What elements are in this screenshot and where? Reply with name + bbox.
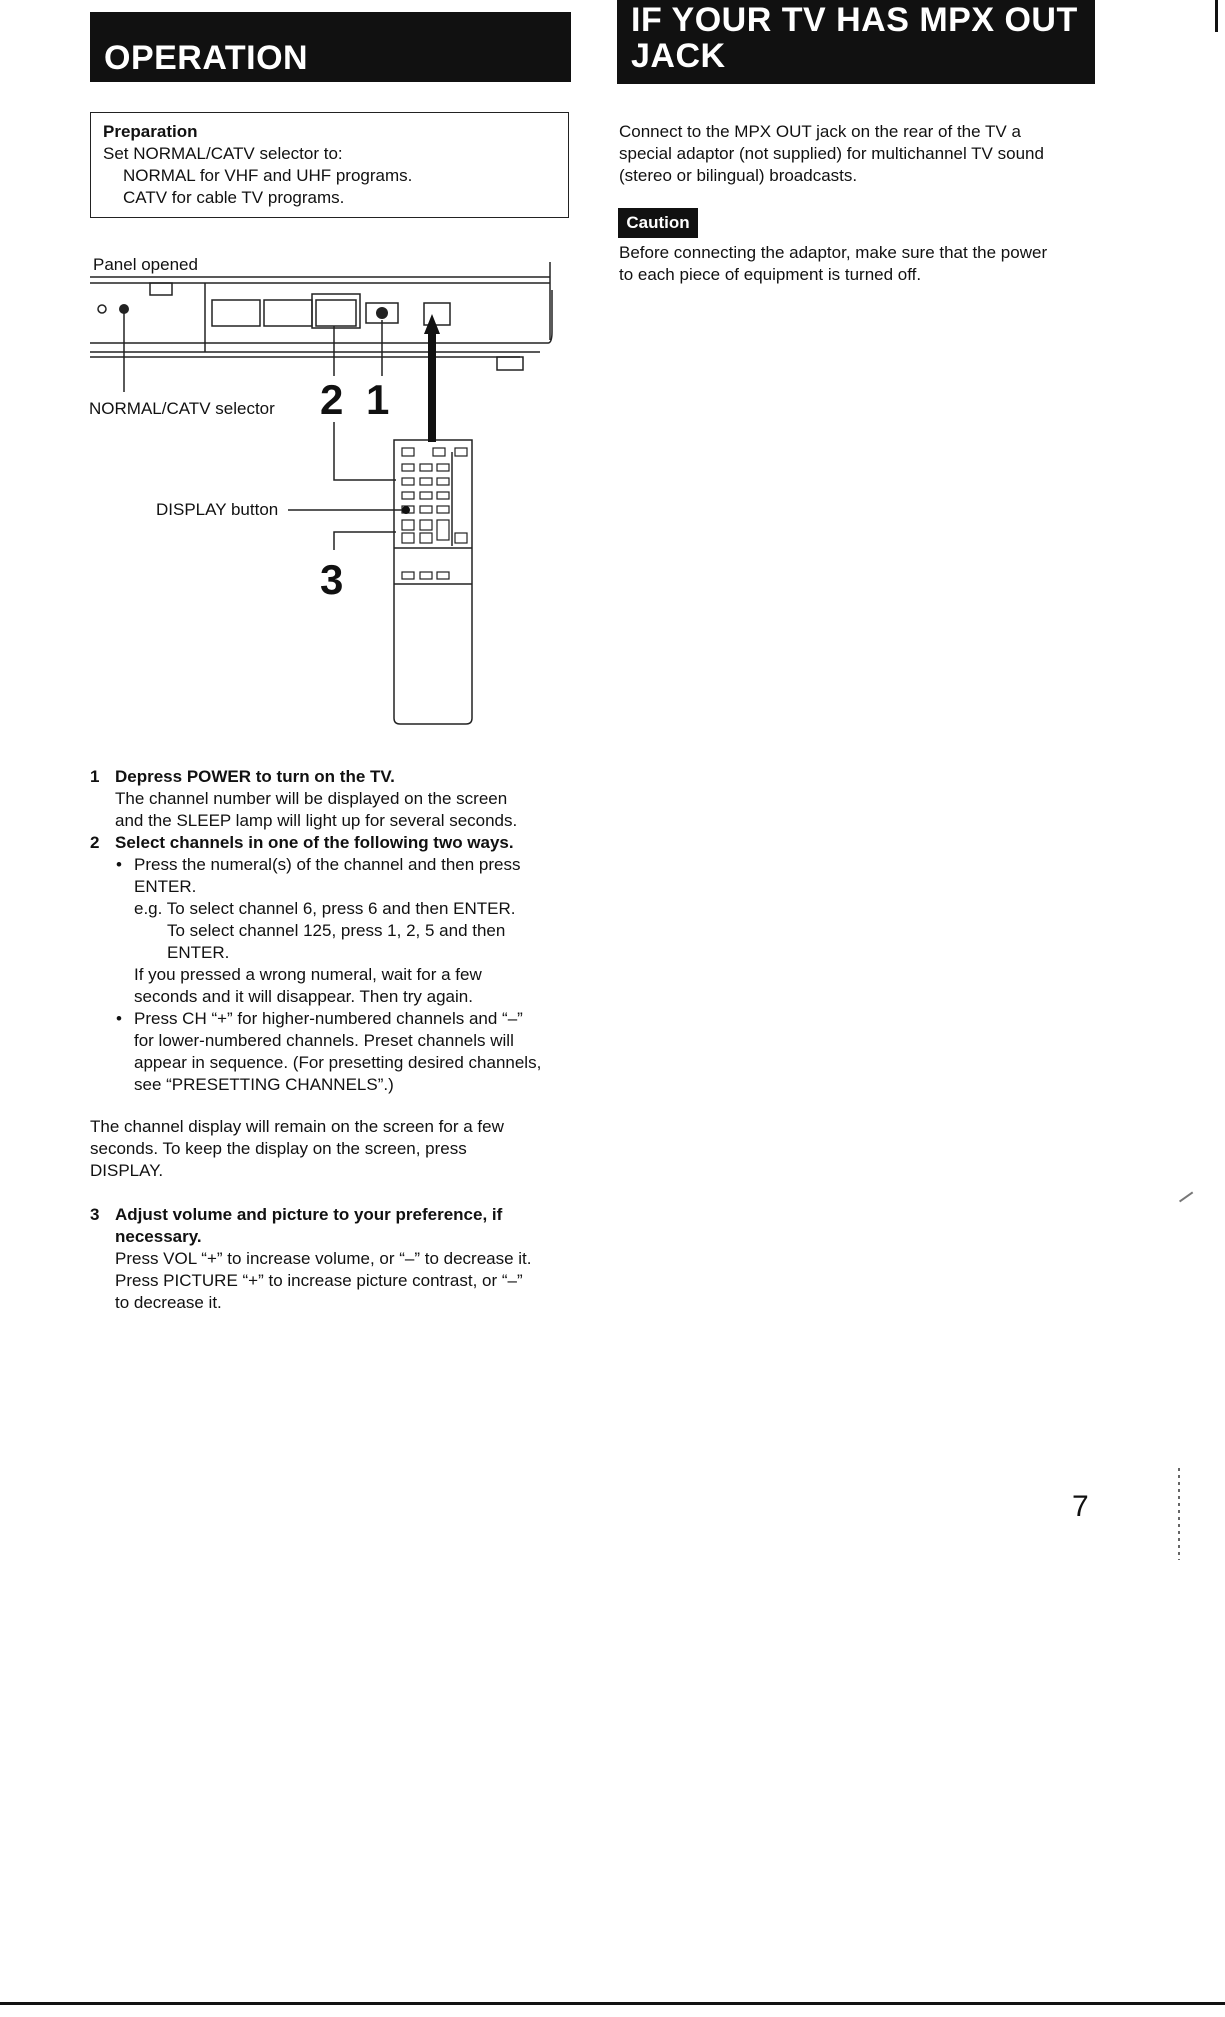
- step-2-example-3: ENTER.: [167, 943, 230, 962]
- step-2-bullet-2-line-4: see “PRESETTING CHANNELS”.): [134, 1075, 394, 1094]
- note-line-3: DISPLAY.: [90, 1161, 164, 1180]
- figure-callout-1: 1: [366, 376, 390, 423]
- step-1-title: Depress POWER to turn on the TV.: [115, 767, 395, 786]
- caution-paragraph: [619, 242, 1089, 286]
- margin-dots: [1178, 1468, 1180, 1560]
- section-title-mpx: [631, 2, 1078, 74]
- section-title-mpx-line2: JACK: [631, 37, 726, 75]
- step-2-example-1: e.g. To select channel 6, press 6 and then ENTER.: [134, 899, 516, 918]
- step-2-wrong-1: If you pressed a wrong numeral, wait for a few: [134, 965, 482, 984]
- figure-label-selector: NORMAL/CATV selector: [89, 399, 275, 418]
- step-2-title: Select channels in one of the following two ways.: [115, 833, 514, 852]
- step-1-number: 1: [90, 767, 100, 786]
- step-2-bullet-1-line-1: Press the numeral(s) of the channel and then press: [134, 855, 521, 874]
- preparation-line-3: CATV for cable TV programs.: [123, 188, 345, 207]
- preparation-line-1: Set NORMAL/CATV selector to:: [103, 144, 343, 163]
- figure-label-display: DISPLAY button: [156, 500, 279, 519]
- caution-badge: Caution: [618, 208, 698, 238]
- step-2-bullet-2-line-2: for lower-numbered channels. Preset channels will: [134, 1031, 514, 1050]
- caution-line-2: to each piece of equipment is turned off.: [619, 265, 922, 284]
- note-line-1: The channel display will remain on the screen for a few: [90, 1117, 504, 1136]
- preparation-title: Preparation: [103, 122, 198, 141]
- step-1-body-1: The channel number will be displayed on the screen: [115, 789, 508, 808]
- step-1-body-2: and the SLEEP lamp will light up for several seconds.: [115, 811, 518, 830]
- step-2-bullet-2-line-1: Press CH “+” for higher-numbered channels and “–”: [134, 1009, 523, 1028]
- step-3-title-1: Adjust volume and picture to your preference, if: [115, 1205, 503, 1224]
- caution-line-1: Before connecting the adaptor, make sure that the power: [619, 243, 1048, 262]
- margin-mark: [1179, 1192, 1193, 1202]
- step-3-number: 3: [90, 1205, 100, 1224]
- step-3-body-3: to decrease it.: [115, 1293, 222, 1312]
- page-number: 7: [1072, 1490, 1089, 1523]
- step-2-wrong-2: seconds and it will disappear. Then try again.: [134, 987, 473, 1006]
- step-2-bullet-1-line-2: ENTER.: [134, 877, 197, 896]
- bullet-2: •: [116, 1009, 122, 1028]
- figure-callout-3: 3: [320, 556, 344, 603]
- tv-remote-illustration: [0, 0, 600, 740]
- page-bottom-rule: [0, 2002, 1225, 2005]
- step-3-title-2: necessary.: [115, 1227, 202, 1246]
- section-title-operation: OPERATION: [104, 39, 309, 77]
- note-line-2: seconds. To keep the display on the screen, press: [90, 1139, 467, 1158]
- page-edge-mark: [1215, 0, 1218, 32]
- mpx-line-2: special adaptor (not supplied) for multichannel TV sound: [619, 144, 1044, 163]
- step-2-bullet-2-line-3: appear in sequence. (For presetting desired channels,: [134, 1053, 542, 1072]
- mpx-line-1: Connect to the MPX OUT jack on the rear of the TV a: [619, 122, 1021, 141]
- bullet-1: •: [116, 855, 122, 874]
- step-2-example-2: To select channel 125, press 1, 2, 5 and then: [167, 921, 506, 940]
- section-header-mpx: [617, 0, 1095, 84]
- figure-callout-2: 2: [320, 376, 344, 423]
- mpx-line-3: (stereo or bilingual) broadcasts.: [619, 166, 858, 185]
- step-3-body-1: Press VOL “+” to increase volume, or “–” to decrease it.: [115, 1249, 532, 1268]
- step-2-number: 2: [90, 833, 100, 852]
- preparation-line-2: NORMAL for VHF and UHF programs.: [123, 166, 413, 185]
- mpx-paragraph: [619, 121, 1089, 187]
- section-title-mpx-line1: IF YOUR TV HAS MPX OUT: [631, 1, 1078, 39]
- figure-label-panel: Panel opened: [93, 255, 198, 274]
- step-3-body-2: Press PICTURE “+” to increase picture contrast, or “–”: [115, 1271, 523, 1290]
